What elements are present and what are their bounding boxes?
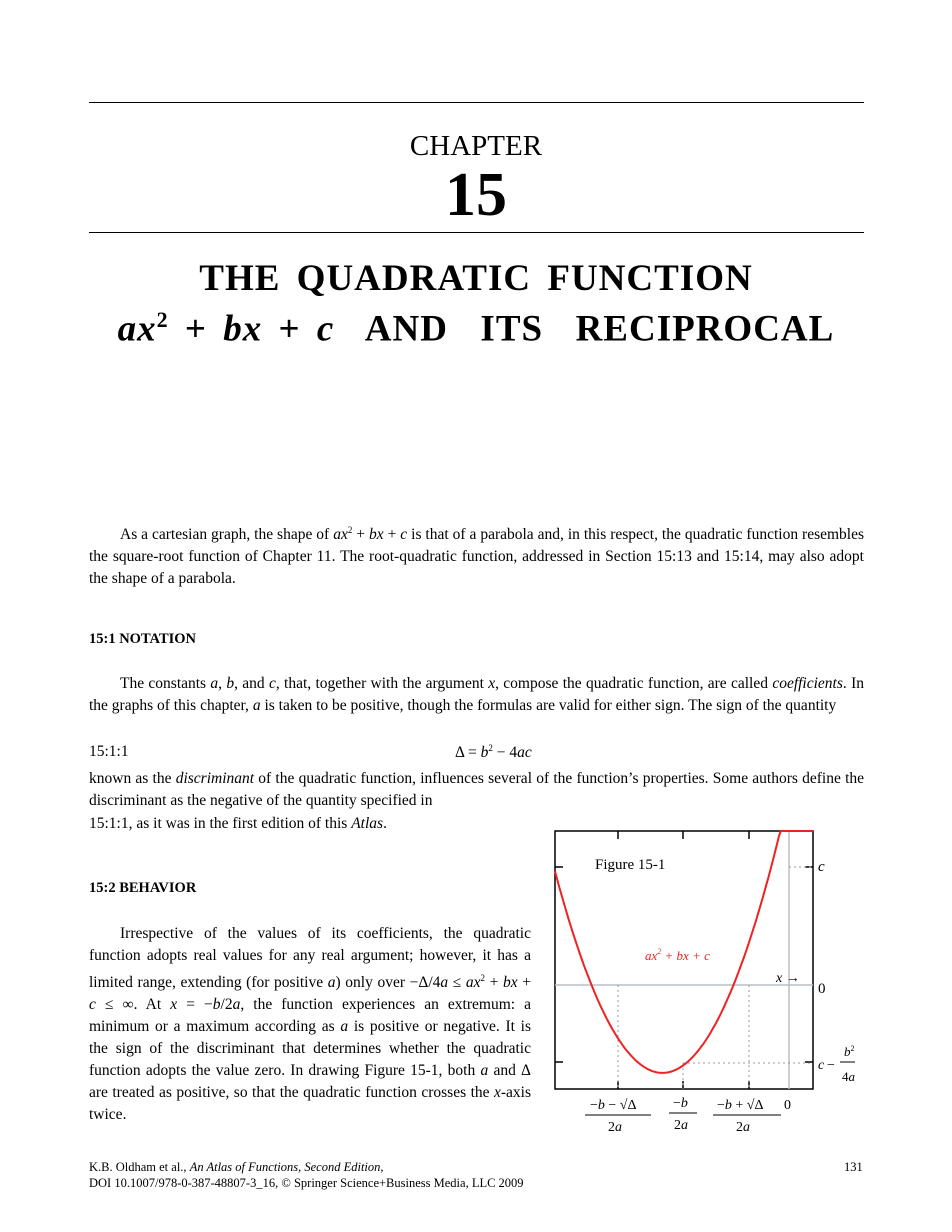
x-tick-label-root2 (713, 1098, 781, 1135)
title-suffix: AND ITS RECIPROCAL (334, 308, 835, 350)
x-tick-label-0: 0 (784, 1098, 791, 1113)
figure-title: Figure 15-1 (595, 857, 666, 873)
svg-text:−: − (827, 1058, 835, 1073)
y-tick-label-min (818, 1044, 855, 1084)
section-heading-notation: 15:1 NOTATION (89, 631, 197, 647)
svg-text:2a: 2a (736, 1120, 750, 1135)
behavior-paragraph: Irrespective of the values of its coefficients, the quadratic function adopts real values for any real argument; however, it has a limited range, extending (for positive a) only over $-\Delta/4a \le ax^2$ + bx + c ≤ ∞. At x = −b/2a, the function experiences an extremum: a minimum or a maximum according as a is positive or negative. It is the sign of the discriminant that determines whether the quadratic function adopts the value zero. In drawing Figure 15-1, both a and Δ are treated as positive, so that the quadratic function crosses the x-axis twice. (89, 925, 532, 1123)
svg-text:2a: 2a (674, 1118, 688, 1133)
svg-text:−b + √Δ: −b + √Δ (717, 1098, 764, 1113)
y-tick-label-0: 0 (818, 981, 826, 997)
footer-citation: K.B. Oldham et al., An Atlas of Functions, Second Edition, DOI 10.1007/978-0-387-48807-3_16, © Springer Science+Business Media, LLC 2009 (89, 1160, 524, 1190)
chapter-title-line1: THE QUADRATIC FUNCTION (199, 258, 753, 299)
discriminant-paragraph-a: known as the discriminant of the quadratic function, influences several of the function’s properties. Some authors define the discriminant as the negative of the quantity specified in (89, 770, 865, 809)
curve-label: $ax^2$ + bx + c (645, 947, 710, 963)
svg-text:c: c (818, 1058, 825, 1073)
y-tick-label-c: c (818, 859, 825, 875)
x-tick-label-vertex (669, 1096, 697, 1133)
notation-paragraph: The constants a, b, and c, that, together with the argument x, compose the quadratic function, are called coefficients. In the graphs of this chapter, a is taken to be positive, though the formulas are valid for either sign. The sign of the quantity (89, 675, 864, 714)
x-arrow-label: x → (776, 971, 800, 986)
chapter-number: 15 (445, 161, 507, 229)
chapter-title-line2: $ax^2$ + bx + c AND ITS RECIPROCAL (117, 307, 835, 350)
x-tick-label-root1 (585, 1098, 651, 1135)
intro-paragraph: As a cartesian graph, the shape of $ax^2$ + bx + c is that of a parabola and, in this respect, the quadratic function resembles the square-root function of Chapter 11. The root-quadratic function, addressed in Section 15:13 and 15:14, may also adopt the shape of a parabola. (89, 525, 865, 587)
chapter-label: CHAPTER (409, 130, 543, 162)
svg-text:b2: $b^2$ (844, 1044, 855, 1059)
equation-discriminant: $\Delta = b^2 - 4ac$ (455, 743, 532, 761)
svg-text:4a: 4a (842, 1069, 855, 1084)
page-number: 131 (844, 1160, 863, 1174)
figure-15-1 (545, 825, 855, 1145)
svg-text:−b: −b (673, 1096, 688, 1111)
top-rule (89, 102, 864, 103)
section-heading-behavior: 15:2 BEHAVIOR (89, 880, 197, 896)
chapter-rule (89, 232, 864, 233)
equation-label: 15:1:1 (89, 743, 129, 760)
svg-text:2a: 2a (608, 1120, 622, 1135)
discriminant-paragraph-b: 15:1:1, as it was in the first edition of this Atlas. (89, 815, 387, 832)
svg-text:−b − √Δ: −b − √Δ (590, 1098, 637, 1113)
